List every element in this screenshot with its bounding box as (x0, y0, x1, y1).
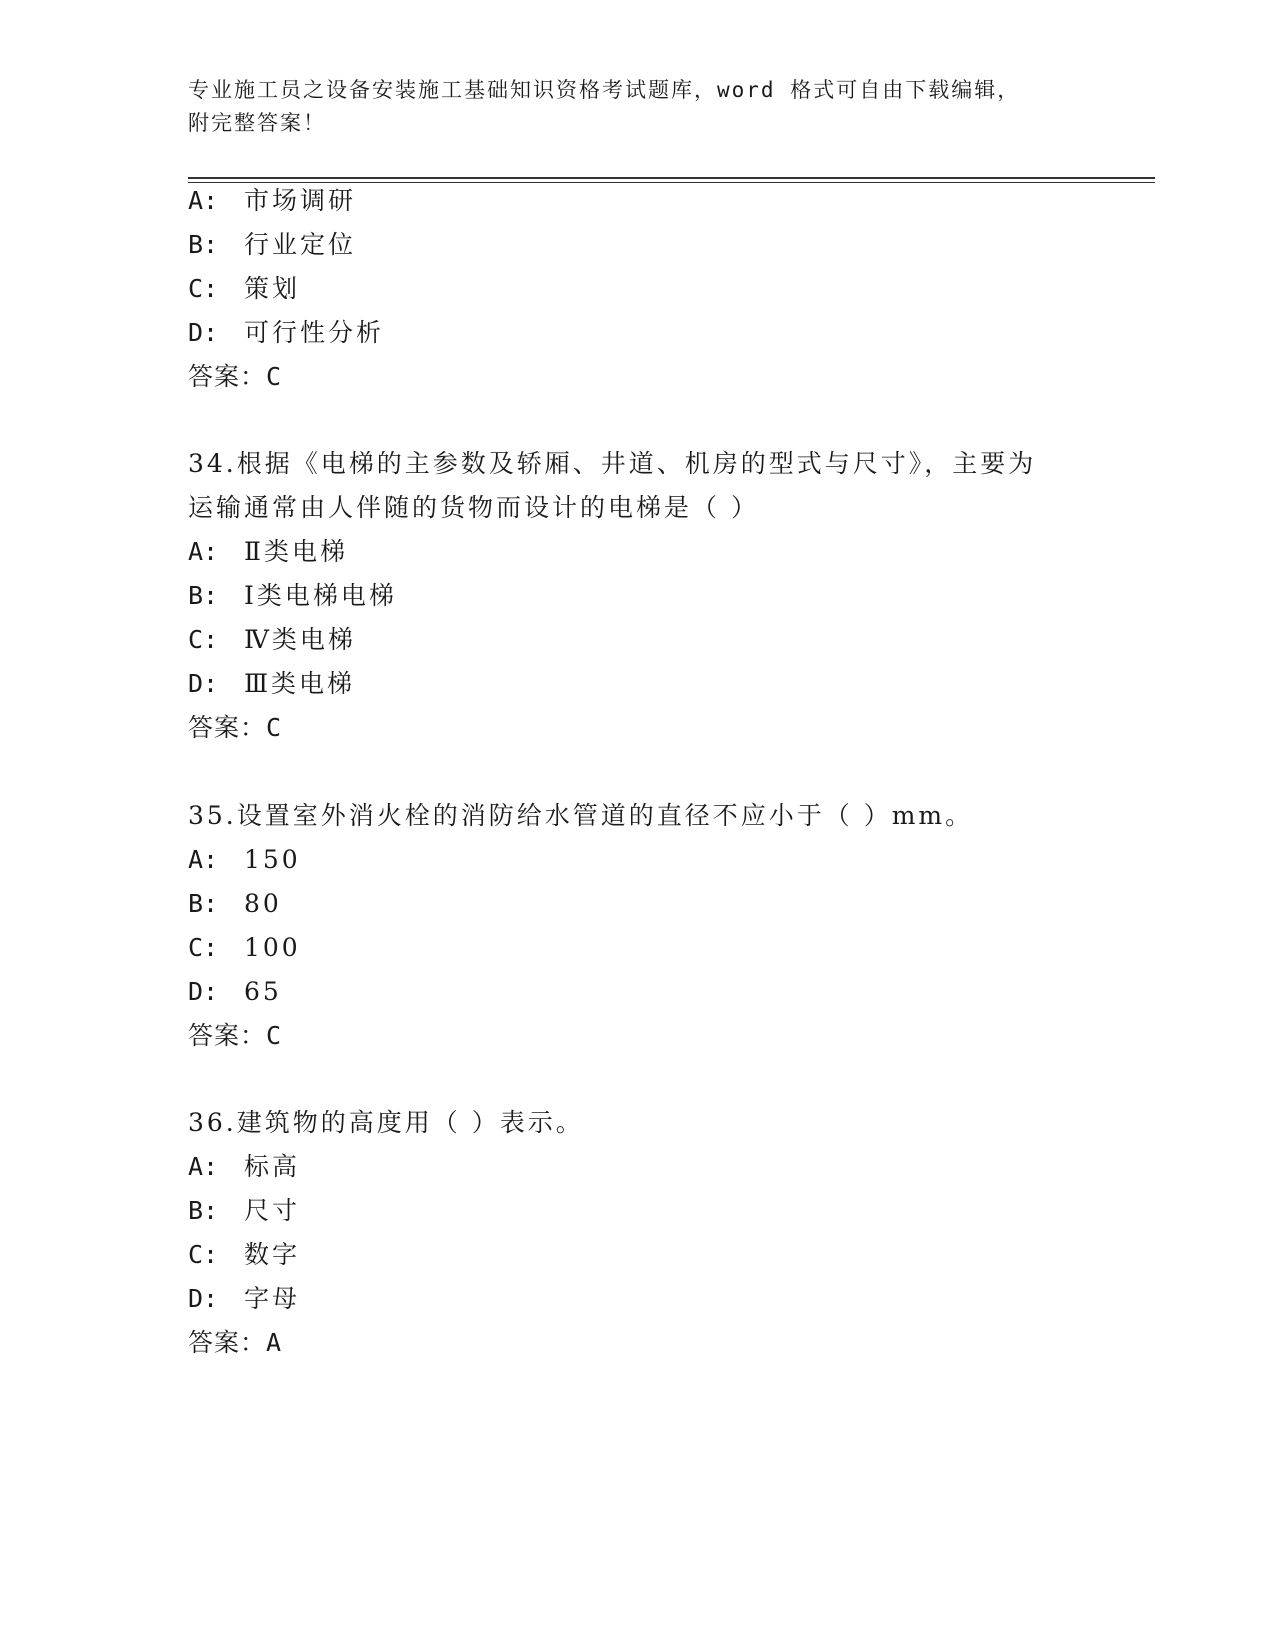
header-line-1: 专业施工员之设备安装施工基础知识资格考试题库，word 格式可自由下载编辑， (188, 78, 1021, 102)
option-text: Ⅰ类电梯电梯 (243, 581, 397, 610)
option-a (188, 536, 348, 568)
option-a (188, 1151, 300, 1183)
option-label: B: (188, 581, 219, 610)
answer-value: C (266, 1021, 283, 1050)
option-text: Ⅲ类电梯 (243, 669, 356, 698)
option-c (188, 273, 300, 305)
option-b (188, 229, 356, 261)
option-text: 可行性分析 (243, 318, 384, 347)
option-text: Ⅳ类电梯 (243, 625, 356, 654)
option-label: C: (188, 933, 219, 962)
option-c (188, 1239, 300, 1271)
answer-value: A (266, 1328, 283, 1357)
option-a (188, 844, 301, 876)
answer-label: 答案： (188, 713, 267, 742)
option-text: 80 (243, 889, 282, 918)
answer-line (188, 712, 282, 744)
option-label: D: (188, 1284, 219, 1313)
option-text: 字母 (243, 1284, 300, 1313)
question-35-line-1: 35.设置室外消火栓的消防给水管道的直径不应小于（ ）mm。 (188, 801, 974, 830)
answer-label: 答案： (188, 362, 267, 391)
option-text: 市场调研 (243, 186, 356, 215)
question-36-line-1: 36.建筑物的高度用（ ）表示。 (188, 1108, 584, 1137)
option-label: A: (188, 186, 219, 215)
answer-label: 答案： (188, 1328, 267, 1357)
option-text: 尺寸 (243, 1196, 300, 1225)
option-text: 策划 (243, 274, 300, 303)
option-b (188, 1195, 300, 1227)
option-label: D: (188, 669, 219, 698)
option-c (188, 932, 301, 964)
option-label: A: (188, 1152, 219, 1181)
option-text: Ⅱ类电梯 (243, 537, 348, 566)
option-text: 数字 (243, 1240, 300, 1269)
option-label: B: (188, 230, 219, 259)
option-d (188, 668, 355, 700)
option-text: 100 (243, 933, 301, 962)
option-label: B: (188, 1196, 219, 1225)
option-d (188, 317, 384, 349)
answer-value: C (266, 362, 283, 391)
option-label: D: (188, 318, 219, 347)
option-label: C: (188, 1240, 219, 1269)
option-d (188, 1283, 300, 1315)
option-label: A: (188, 537, 219, 566)
answer-line (188, 361, 282, 393)
option-a (188, 185, 356, 217)
answer-label: 答案： (188, 1021, 267, 1050)
option-text: 行业定位 (243, 230, 356, 259)
header-line-2: 附完整答案！ (188, 111, 326, 135)
option-text: 65 (243, 977, 282, 1006)
option-label: C: (188, 625, 219, 654)
option-label: D: (188, 977, 219, 1006)
option-b (188, 580, 397, 612)
option-label: B: (188, 889, 219, 918)
option-label: C: (188, 274, 219, 303)
page-header (188, 74, 1088, 140)
option-c (188, 624, 356, 656)
answer-line (188, 1327, 282, 1359)
question-34-line-1: 34.根据《电梯的主参数及轿厢、井道、机房的型式与尺寸》，主要为 (188, 449, 1037, 478)
option-label: A: (188, 845, 219, 874)
answer-value: C (266, 713, 283, 742)
option-d (188, 976, 282, 1008)
option-text: 150 (243, 845, 301, 874)
option-b (188, 888, 282, 920)
question-34-line-2: 运输通常由人伴随的货物而设计的电梯是（ ） (188, 493, 759, 522)
option-text: 标高 (243, 1152, 300, 1181)
answer-line (188, 1020, 282, 1052)
header-divider (188, 177, 1155, 183)
